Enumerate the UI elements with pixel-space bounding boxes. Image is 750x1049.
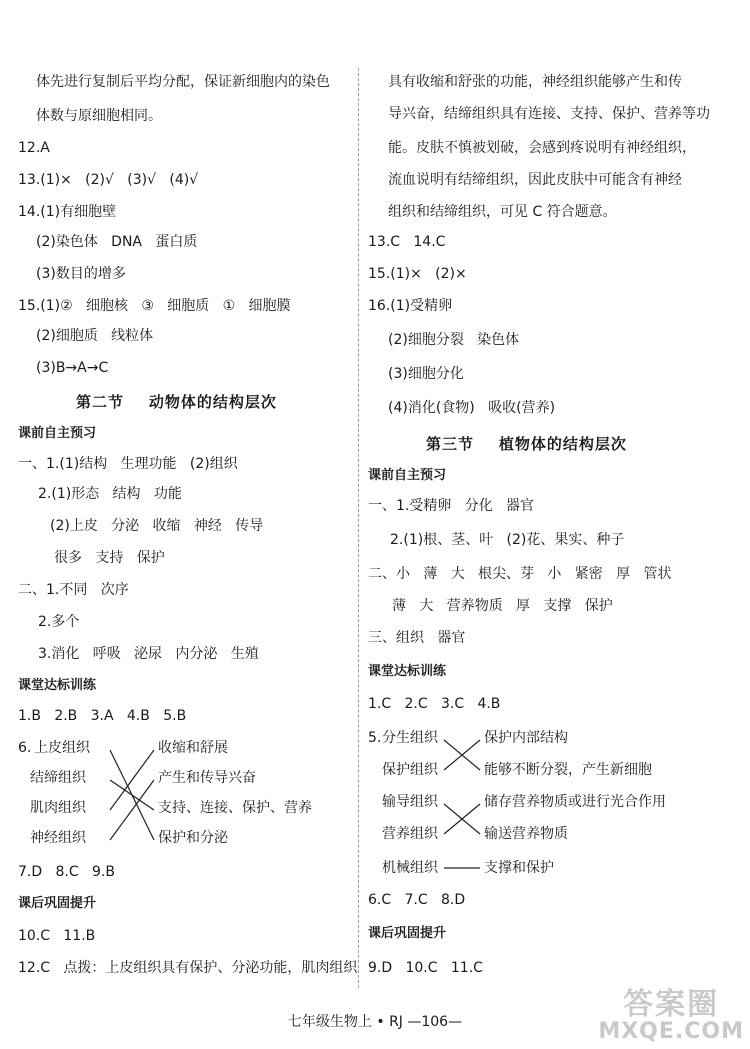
text-line: 10.C 11.B <box>18 928 96 944</box>
match-right-item: 储存营养物质或进行光合作用 <box>484 794 666 810</box>
text-line: 组织和结缔组织，可见 C 符合题意。 <box>388 204 617 220</box>
match-left-item: 肌肉组织 <box>30 800 86 816</box>
answer-13: 13.(1)× (2)√ (3)√ (4)√ <box>18 172 199 188</box>
match-left-item: 上皮组织 <box>34 740 90 756</box>
answer-13-14: 13.C 14.C <box>368 234 446 250</box>
match-left-item: 营养组织 <box>382 826 438 842</box>
answer-16-3: (3)细胞分化 <box>388 366 464 382</box>
match-right-item: 支撑和保护 <box>484 860 554 876</box>
match-left-item: 机械组织 <box>382 860 438 876</box>
answer-15-3: (3)B→A→C <box>36 360 109 376</box>
text-line: 一、1.受精卵 分化 器官 <box>368 498 535 514</box>
answer-12: 12.A <box>18 140 50 156</box>
subsection-title: 课后巩固提升 <box>368 926 447 941</box>
text-line: 一、1.(1)结构 生理功能 (2)组织 <box>18 456 238 472</box>
text-line: 薄 大 营养物质 厚 支撑 保护 <box>392 598 613 614</box>
match-left-item: 结缔组织 <box>30 770 86 786</box>
text-line: 流血说明有结缔组织，因此皮肤中可能含有神经 <box>388 172 682 188</box>
text-line: 2.(1)根、茎、叶 (2)花、果实、种子 <box>390 532 625 548</box>
text-line: 2.多个 <box>38 614 80 630</box>
matching-diagram <box>18 736 348 856</box>
match-right-item: 保护和分泌 <box>158 830 228 846</box>
match-right-item: 产生和传导兴奋 <box>158 770 256 786</box>
match-left-item: 分生组织 <box>382 730 438 746</box>
text-line: 体先进行复制后平均分配，保证新细胞内的染色 <box>36 74 330 90</box>
answer-14: 14.(1)有细胞壁 <box>18 204 117 220</box>
text-line: 具有收缩和舒张的功能，神经组织能够产生和传 <box>388 74 682 90</box>
question-number: 5. <box>368 730 382 746</box>
text-line: 三、组织 器官 <box>368 630 466 646</box>
subsection-title: 课后巩固提升 <box>18 896 97 911</box>
answer-15: 15.(1)× (2)× <box>368 266 467 282</box>
answer-15: 15.(1)② 细胞核 ③ 细胞质 ① 细胞膜 <box>18 298 291 314</box>
text-line: 6.C 7.C 8.D <box>368 892 466 908</box>
watermark-title: 答案圈 <box>623 987 720 1022</box>
column-divider <box>358 68 359 988</box>
text-line: 2.(1)形态 结构 功能 <box>38 486 182 502</box>
text-line: 二、小 薄 大 根尖、芽 小 紧密 厚 管状 <box>368 566 672 582</box>
watermark-logo <box>598 989 744 1043</box>
match-left-item: 输导组织 <box>382 794 438 810</box>
section-title: 第三节 植物体的结构层次 <box>426 435 627 453</box>
page-footer: 七年级生物上 • RJ —106— <box>287 1014 463 1030</box>
answer-16-4: (4)消化(食物) 吸收(营养) <box>388 400 556 416</box>
text-line: (2)上皮 分泌 收缩 神经 传导 <box>50 518 264 534</box>
text-line: 能。皮肤不慎被划破，会感到疼说明有神经组织， <box>388 140 696 156</box>
match-right-item: 支持、连接、保护、营养 <box>158 800 312 816</box>
subsection-title: 课堂达标训练 <box>18 678 97 693</box>
text-line: 1.B 2.B 3.A 4.B 5.B <box>18 708 187 724</box>
subsection-title: 课前自主预习 <box>368 468 447 483</box>
text-line: 二、1.不同 次序 <box>18 582 129 598</box>
match-left-item: 保护组织 <box>382 762 438 778</box>
text-line: 3.消化 呼吸 泌尿 内分泌 生殖 <box>38 646 259 662</box>
answer-14-3: (3)数目的增多 <box>36 266 126 282</box>
match-left-item: 神经组织 <box>30 830 86 846</box>
text-line: 1.C 2.C 3.C 4.B <box>368 696 501 712</box>
subsection-title: 课堂达标训练 <box>368 664 447 679</box>
subsection-title: 课前自主预习 <box>18 426 97 441</box>
text-line: 很多 支持 保护 <box>54 550 165 566</box>
answer-15-2: (2)细胞质 线粒体 <box>36 328 154 344</box>
answer-14-2: (2)染色体 DNA 蛋白质 <box>36 234 198 250</box>
match-right-item: 保护内部结构 <box>484 730 568 746</box>
text-line: 7.D 8.C 9.B <box>18 864 115 880</box>
answer-16-2: (2)细胞分裂 染色体 <box>388 332 520 348</box>
text-line: 导兴奋，结缔组织具有连接、支持、保护、营养等功 <box>388 106 710 122</box>
question-number: 6. <box>18 740 32 756</box>
match-right-item: 能够不断分裂，产生新细胞 <box>484 762 652 778</box>
section-title: 第二节 动物体的结构层次 <box>76 393 277 411</box>
matching-diagram <box>368 726 738 886</box>
watermark-url: MXQE.COM <box>598 1019 744 1044</box>
text-line: 12.C 点拨：上皮组织具有保护、分泌功能，肌肉组织 <box>18 960 358 976</box>
text-line: 体数与原细胞相同。 <box>36 108 162 124</box>
text-line: 9.D 10.C 11.C <box>368 960 483 976</box>
answer-16: 16.(1)受精卵 <box>368 298 453 314</box>
match-right-item: 输送营养物质 <box>484 826 568 842</box>
match-right-item: 收缩和舒展 <box>158 740 228 756</box>
